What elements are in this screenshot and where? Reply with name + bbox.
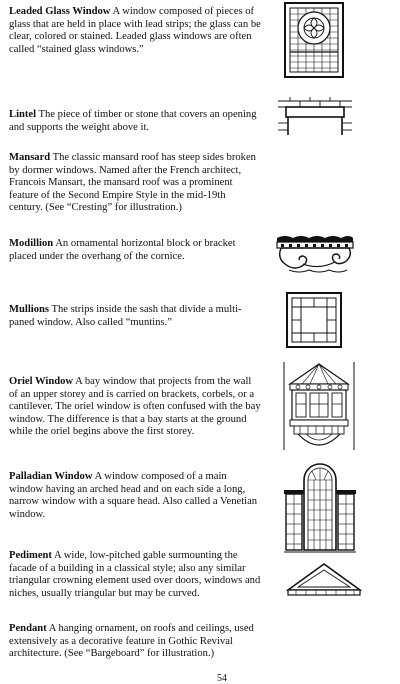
entry-definition: The classic mansard roof has steep sides broken by dormer windows. Named after the French architect, Francois Mansart, the mansard roof was a prominent feature of the Second Empire Style in the mid-19th century. (See “Cresting” for illustration.)	[9, 152, 256, 214]
entry-term: Modillion	[9, 238, 54, 249]
entry-term: Palladian Window	[9, 471, 93, 482]
palladian-window-illustration	[284, 458, 356, 554]
entry-term: Pendant	[9, 623, 47, 634]
mullions-illustration	[286, 292, 342, 348]
entry-definition: A window composed of a main window having an arched head and on each side a long, narrow window with a square head. Also called a Venetian window.	[9, 471, 258, 520]
entry-lintel	[9, 109, 261, 134]
entry-term: Leaded Glass Window	[9, 6, 111, 17]
entry-term: Oriel Window	[9, 376, 74, 387]
entry-palladian-window	[9, 471, 261, 521]
entry-mansard	[9, 152, 261, 215]
page-number: 54	[217, 673, 227, 684]
entry-term: Mansard	[9, 152, 51, 163]
entry-term: Lintel	[9, 109, 37, 120]
entry-pediment	[9, 550, 261, 600]
entry-definition: A bay window that projects from the wall of an upper storey and is carried on brackets, corbels, or a cantilever. The oriel window is often confused with the bay window. The difference is that a bay starts at the ground while the oriel begins above the first storey.	[9, 376, 261, 438]
entry-definition: A window composed of pieces of glass that are held in place with lead strips; the glass can be clear, colored or stained. Leaded glass windows are often called “stained glass windows.”	[9, 6, 261, 55]
entry-term: Mullions	[9, 304, 50, 315]
entry-mullions	[9, 304, 261, 329]
entry-definition: A hanging ornament, on roofs and ceilings, used extensively as a decorative feature in Gothic Revival architecture. (See “Bargeboard” for illustration.)	[9, 623, 254, 660]
entry-leaded-glass-window	[9, 6, 261, 56]
leaded-glass-window-illustration	[284, 2, 344, 78]
pediment-illustration	[286, 562, 362, 598]
entry-definition: An ornamental horizontal block or bracket placed under the overhang of the cornice.	[9, 238, 236, 262]
entry-oriel-window	[9, 376, 261, 439]
entry-modillion	[9, 238, 261, 263]
entry-term: Pediment	[9, 550, 52, 561]
entry-pendant	[9, 623, 261, 661]
oriel-window-illustration	[282, 360, 356, 452]
entry-definition: The piece of timber or stone that covers an opening and supports the weight above it.	[9, 109, 257, 133]
entry-definition: The strips inside the sash that divide a multi-paned window. Also called “muntins.”	[9, 304, 242, 328]
lintel-illustration	[276, 95, 354, 137]
modillion-illustration	[275, 234, 355, 276]
entry-definition: A wide, low-pitched gable surmounting the facade of a building in a classical style; also any similar triangular crowning element used over doors, windows and niches, usually triangular but may be curved.	[9, 550, 261, 599]
